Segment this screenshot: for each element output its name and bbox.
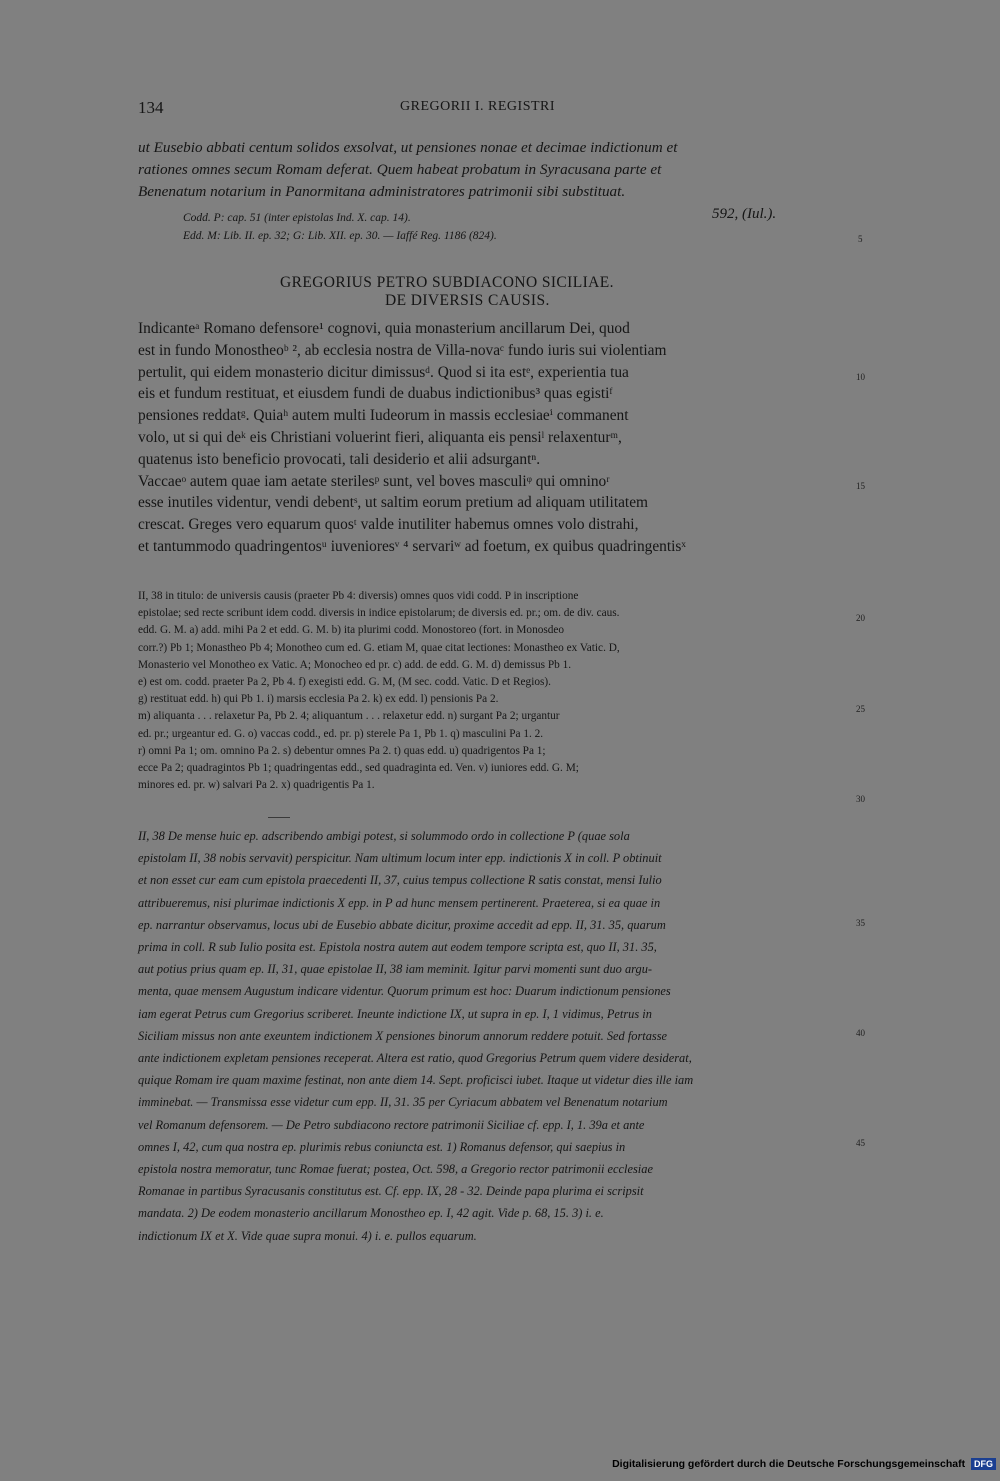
intro-line: ut Eusebio abbati centum solidos exsolvat, ut pensiones nonae et decimae indictionum et (138, 139, 678, 156)
body-line: est in fundo Monostheoᵇ ², ab ecclesia nostra de Villa-novaᶜ fundo iuris sui violentiam (138, 341, 667, 359)
apparatus-line: ecce Pa 2; quadragintos Pb 1; quadringentas edd., sed quadraginta ed. Ven. v) iuniores edd. G. M; (138, 762, 579, 775)
commentary-line: epistolam II, 38 nobis servavit) perspicitur. Nam ultimum locum inter epp. indictionis X in coll. P obtinuit (138, 851, 662, 866)
commentary-line: prima in coll. R sub Iulio posita est. Epistola nostra autem aut eodem tempore scripta est, quo II, 31. 35, (138, 940, 657, 955)
body-line: Indicanteᵃ Romano defensore¹ cognovi, quia monasterium ancillarum Dei, quod (138, 320, 630, 337)
line-number: 5 (858, 234, 863, 244)
footer-credit (612, 1458, 996, 1470)
page-number: 134 (138, 98, 164, 117)
letter-date: 592, (Iul.). (712, 206, 777, 222)
commentary-line: mandata. 2) De eodem monasterio ancillarum Monostheo ep. I, 42 agit. Vide p. 68, 15. 3) i. e. (138, 1206, 604, 1221)
line-number: 10 (856, 372, 865, 382)
letter-title: GREGORIUS PETRO SUBDIACONO SICILIAE. (280, 274, 614, 291)
commentary-line: ante indictionem expletam pensiones receperat. Altera est ratio, quod Gregorius Petrum quem videre desiderat, (138, 1051, 692, 1066)
running-title: GREGORII I. REGISTRI (400, 99, 556, 114)
body-line: crescat. Greges vero equarum quosᵗ valde inutiliter habemus omnes volo distrahi, (138, 516, 639, 534)
commentary-line: epistola nostra memoratur, tunc Romae fuerat; postea, Oct. 598, a Gregorio rector patrimonii ecclesiae (138, 1162, 653, 1177)
apparatus-line: g) restituat edd. h) qui Pb 1. i) marsis ecclesia Pa 2. k) ex edd. l) pensionis Pa 2. (138, 693, 499, 706)
line-number: 40 (856, 1028, 865, 1038)
commentary-line: et non esset cur eam cum epistola praecedenti II, 37, cuius tempus collectione R satis constat, mensi Iulio (138, 873, 662, 888)
body-line: esse inutiles videntur, vendi debentˢ, ut saltim eorum pretium ad aliquam utilitatem (138, 494, 649, 512)
commentary-line: II, 38 De mense huic ep. adscribendo ambigi potest, si solummodo ordo in collectione P (quae sola (138, 829, 630, 843)
commentary-line: Siciliam missus non ante exeuntem indictionem X pensiones binorum annorum reddere potuit. Sed fortasse (138, 1028, 668, 1043)
body-line: pertulit, qui eidem monasterio dicitur dimissusᵈ. Quod si ita estᵉ, experientia tua (138, 363, 629, 381)
apparatus-line: e) est om. codd. praeter Pa 2, Pb 4. f) exegisti edd. G. M, (M sec. codd. Vatic. D et Regios). (138, 676, 551, 689)
body-line: pensiones reddatᵍ. Quiaʰ autem multi Iudeorum in massis ecclesiaeⁱ commanent (138, 407, 629, 425)
apparatus-line: edd. G. M. a) add. mihi Pa 2 et edd. G. M. b) ita plurimi codd. Monostoreo (fort. in Monosdeo (138, 624, 565, 637)
body-line: quatenus isto beneficio provocati, tali desiderio et alii adsurgantⁿ. (138, 450, 541, 468)
line-number: 20 (856, 613, 865, 623)
apparatus-line: minores ed. pr. w) salvari Pa 2. x) quadrigentis Pa 1. (138, 779, 375, 792)
commentary-line: ep. narrantur observamus, locus ubi de Eusebio abbate dicitur, proxime accedit ad epp. II, 31. 35, quarum (138, 917, 666, 932)
line-number: 25 (856, 704, 865, 714)
section-divider (268, 817, 290, 818)
apparatus-line: Monasterio vel Monotheo ex Vatic. A; Monocheo ed pr. c) add. de edd. G. M. d) demissus Pb 1. (138, 658, 572, 671)
footer-text: Digitalisierung gefördert durch die Deutsche Forschungsgemeinschaft (612, 1458, 966, 1470)
commentary-line: menta, quae mensem Augustum indicare videntur. Quorum primum est hoc: Duarum indictionum pensiones (138, 984, 671, 999)
commentary-line: vel Romanum defensorem. — De Petro subdiacono rectore patrimonii Siciliae cf. epp. I, 1. 39a et ante (138, 1117, 645, 1132)
codices-line: Codd. P: cap. 51 (inter epistolas Ind. X. cap. 14). (183, 212, 411, 224)
intro-line: Benenatum notarium in Panormitana administratores patrimonii sibi substituat. (138, 183, 626, 200)
critical-apparatus (138, 588, 620, 794)
commentary (138, 825, 693, 1247)
commentary-line: imminebat. — Transmissa esse videtur cum epp. II, 31. 35 per Cyriacum abbatem vel Benenatum notarium (138, 1095, 668, 1110)
commentary-line: quique Romam ire quam maxime festinat, non ante diem 14. Sept. proficisci iubet. Itaque ut videtur dies ille iam (138, 1073, 694, 1088)
line-number: 15 (856, 481, 865, 491)
line-number: 35 (856, 918, 865, 928)
intro-paragraph (138, 137, 838, 203)
editions-line: Edd. M: Lib. II. ep. 32; G: Lib. XII. ep. 30. — Iaffé Reg. 1186 (824). (183, 230, 497, 242)
body-line: Vaccaeᵒ autem quae iam aetate sterilesᵖ sunt, vel boves masculiᵠ qui omninoʳ (138, 472, 610, 490)
apparatus-line: epistolae; sed recte scribunt idem codd. diversis in indice epistolarum; de diversis ed. pr.; om. de div. caus. (138, 607, 620, 620)
line-number: 45 (856, 1138, 865, 1148)
commentary-line: indictionum IX et X. Vide quae supra monui. 4) i. e. pullos equarum. (138, 1228, 477, 1243)
letter-body (138, 318, 686, 558)
body-line: volo, ut si qui deᵏ eis Christiani voluerint fieri, aliquanta eis pensiˡ relaxenturᵐ, (138, 428, 622, 446)
letter-subtitle: DE DIVERSIS CAUSIS. (385, 292, 550, 309)
apparatus-line: r) omni Pa 1; om. omnino Pa 2. s) debentur omnes Pa 2. t) quas edd. u) quadrigentos Pa 1; (138, 744, 546, 757)
intro-line: rationes omnes secum Romam deferat. Quem habeat probatum in Syracusana parte et (138, 161, 662, 178)
body-line: et tantummodo quadringentosᵘ iuvenioresᵛ ⁴ servariʷ ad foetum, ex quibus quadringentisˣ (138, 537, 686, 555)
apparatus-line: II, 38 in titulo: de universis causis (praeter Pb 4: diversis) omnes quos vidi codd. P in inscriptione (138, 590, 579, 602)
commentary-line: Romanae in partibus Syracusanis constitutus est. Cf. epp. IX, 28 - 32. Deinde papa plurima ei scripsit (138, 1184, 644, 1199)
dfg-logo: DFG (971, 1458, 996, 1470)
body-line: eis et fundum restituat, et eiusdem fundi de duabus indictionibus³ quas egistiᶠ (138, 385, 613, 403)
commentary-line: aut potius prius quam ep. II, 31, quae epistolae II, 38 iam meminit. Igitur parvi momenti sunt duo argu- (138, 962, 653, 977)
commentary-line: iam egerat Petrus cum Gregorius scriberet. Ineunte indictione IX, ut supra in ep. I, 1 vidimus, Petrus in (138, 1006, 652, 1021)
line-number: 30 (856, 794, 865, 804)
apparatus-line: ed. pr.; urgeantur ed. G. o) vaccas codd., ed. pr. p) sterele Pa 1, Pb 1. q) masculini Pa 1. 2. (138, 727, 544, 740)
apparatus-line: m) aliquanta . . . relaxetur Pa, Pb 2. 4; aliquantum . . . relaxetur edd. n) surgant Pa 2; urgantur (138, 710, 560, 723)
commentary-line: omnes I, 42, cum qua nostra ep. plurimis rebus coniuncta est. 1) Romanus defensor, qui saepius in (138, 1139, 626, 1154)
apparatus-line: corr.?) Pb 1; Monastheo Pb 4; Monotheo cum ed. G. etiam M, quae citat lectiones: Monastheo ex Vatic. D, (138, 641, 620, 654)
commentary-line: attribueremus, nisi plurimae indictionis X epp. in P ad hunc mensem pertinerent. Praeterea, si ea quae in (138, 895, 661, 910)
